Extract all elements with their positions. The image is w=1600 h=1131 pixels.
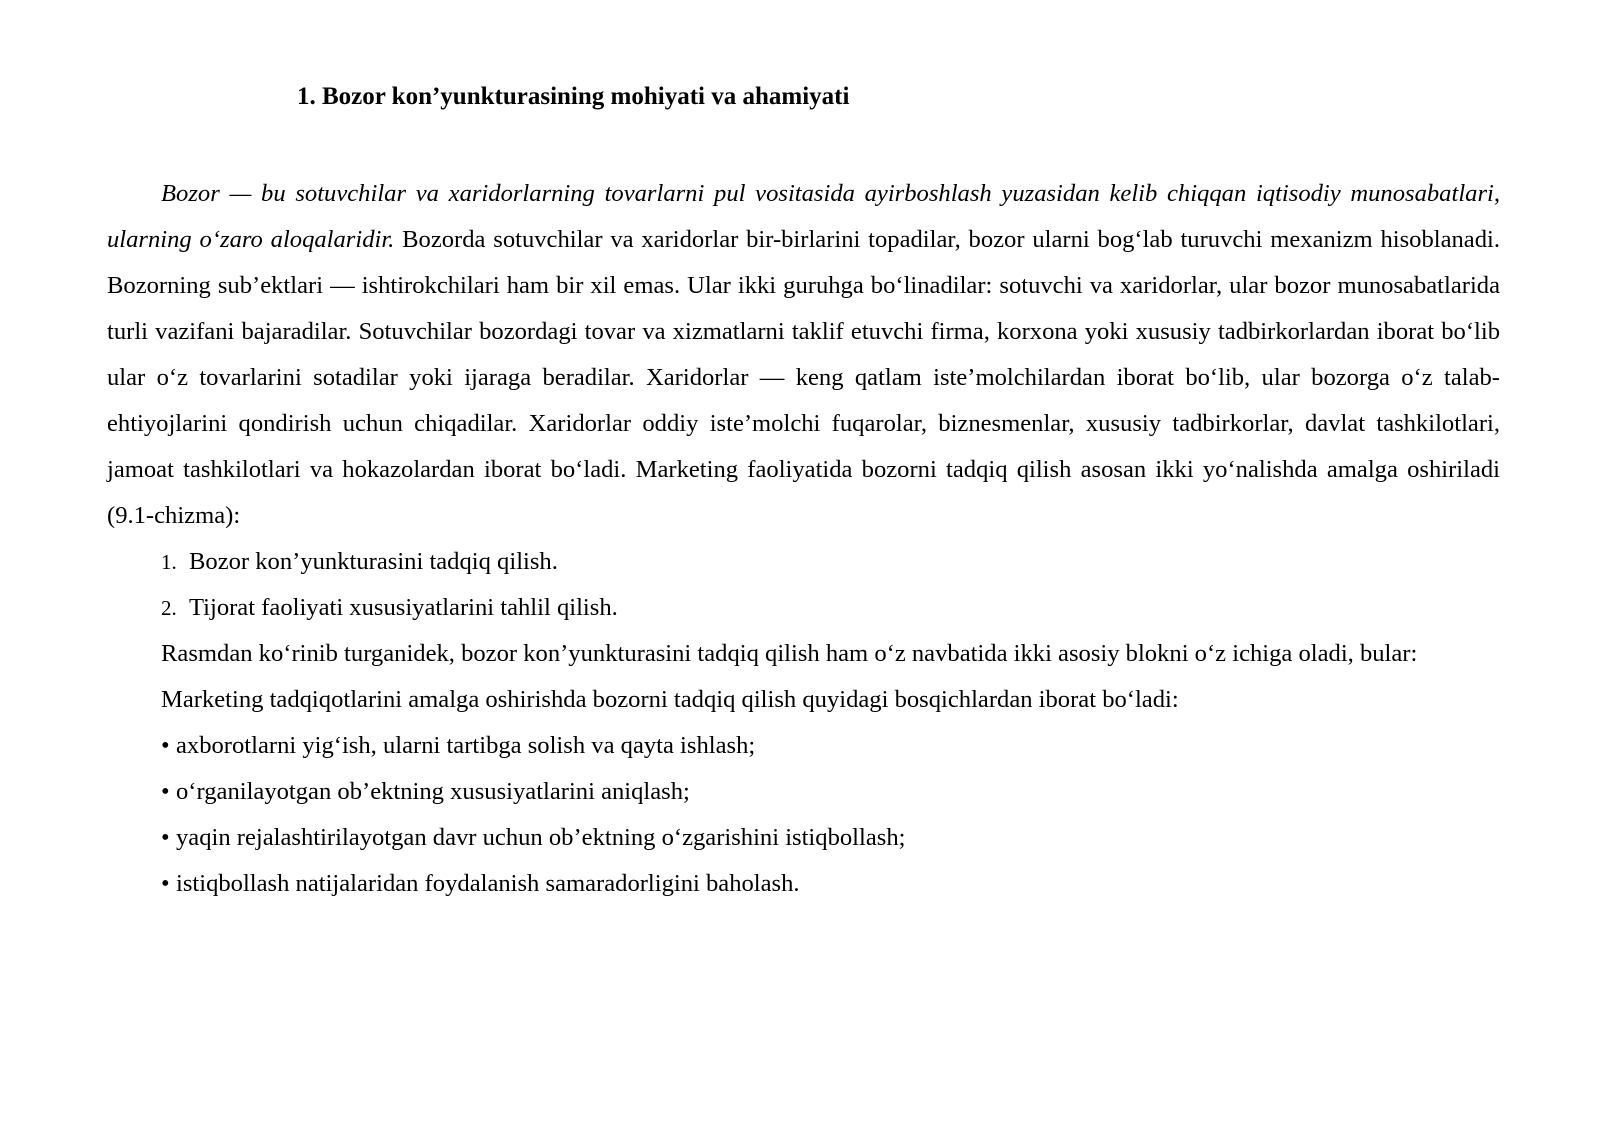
bullet-marker: • — [161, 778, 170, 805]
bullet-item — [107, 723, 1500, 769]
paragraph-rasmdan: Rasmdan ko‘rinib turganidek, bozor kon’yunkturasini tadqiq qilish ham o‘z navbatida ikki asosiy blokni o‘z ichiga oladi, bular: — [161, 640, 1418, 667]
bullet-text: yaqin rejalashtirilayotgan davr uchun ob’ektning o‘zgarishini istiqbollash; — [176, 824, 906, 851]
section-heading: 1. Bozor kon’yunkturasining mohiyati va ahamiyati — [297, 83, 850, 110]
bullet-item — [107, 769, 1500, 815]
item-text: Tijorat faoliyati xususiyatlarini tahlil qilish. — [189, 594, 618, 621]
bullet-text: axborotlarni yig‘ish, ularni tartibga solish va qayta ishlash; — [176, 732, 756, 759]
bullet-marker: • — [161, 824, 170, 851]
body-text — [107, 171, 1500, 907]
item-number: 2. — [161, 596, 177, 620]
intro-paragraph-text: Bozorda sotuvchilar va xaridorlar bir-birlarini topadilar, bozor ularni bog‘lab turuvchi mexanizm hisoblanadi. Bozorning sub’ektlari — ishtirokchilari ham bir xil emas. Ular ikki guruhga bo‘linadilar: sotuvchi va xaridorlar, ular bozor munosabatlarida turli vazifani bajaradilar. Sotuvchilar bozordagi tovar va xizmatlarni taklif etuvchi firma, korxona yoki xususiy tadbirkorlardan iborat bo‘lib ular o‘z tovarlarini sotadilar yoki ijaraga beradilar. Xaridorlar — keng qatlam iste’molchilardan iborat bo‘lib, ular bozorga o‘z talab-ehtiyojlarini qondirish uchun chiqadilar. Xaridorlar oddiy iste’molchi fuqarolar, biznesmenlar, xususiy tadbirkorlar, davlat tashkilotlari, jamoat tashkilotlari va hokazolardan iborat bo‘ladi. Marketing faoliyatida bozorni tadqiq qilish asosan ikki yo‘nalishda amalga oshiriladi (9.1-chizma): — [107, 226, 1500, 529]
numbered-item — [107, 539, 1500, 585]
item-text: Bozor kon’yunkturasini tadqiq qilish. — [189, 548, 558, 575]
item-number: 1. — [161, 550, 177, 574]
bullet-text: o‘rganilayotgan ob’ektning xususiyatlarini aniqlash; — [176, 778, 690, 805]
bullet-item — [107, 861, 1500, 907]
bullet-item — [107, 815, 1500, 861]
intro-paragraph — [107, 171, 1500, 539]
definition-italic: Bozor — bu sotuvchilar va xaridorlarning tovarlarni pul vositasida ayirboshlash yuzasidan kelib chiqqan iqtisodiy munosabatlari, ularning o‘zaro aloqalaridir. — [107, 180, 1500, 253]
paragraph-marketing: Marketing tadqiqotlarini amalga oshirishda bozorni tadqiq qilish quyidagi bosqichlardan iborat bo‘ladi: — [161, 686, 1179, 713]
bullet-marker: • — [161, 870, 170, 897]
bullet-marker: • — [161, 732, 170, 759]
bullet-text: istiqbollash natijalaridan foydalanish samaradorligini baholash. — [176, 870, 800, 897]
numbered-item — [107, 585, 1500, 631]
